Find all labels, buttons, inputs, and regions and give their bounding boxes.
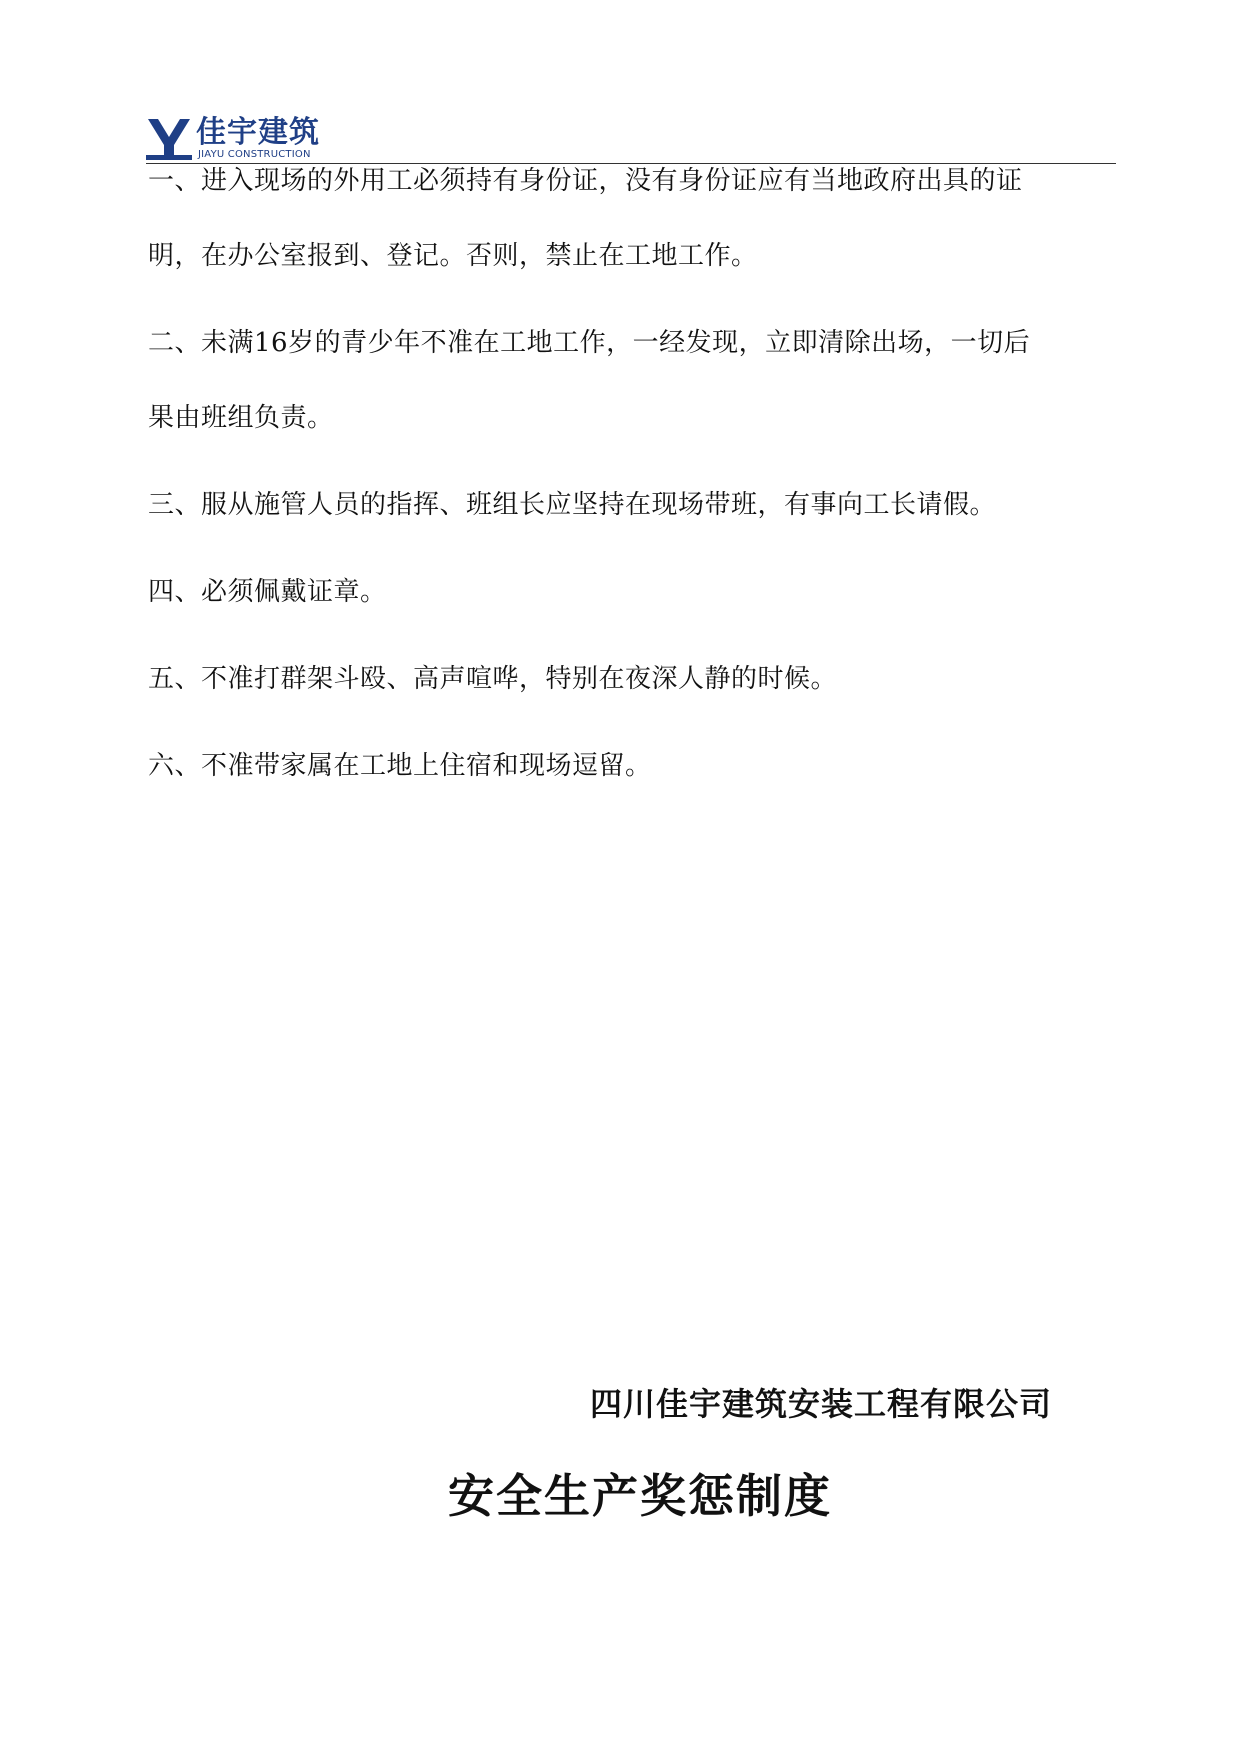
rule-item-4: 四、必须佩戴证章。 bbox=[148, 577, 387, 607]
rule-item-1 bbox=[148, 160, 1118, 278]
page-header bbox=[146, 117, 1116, 165]
logo-chinese-name: 佳宇建筑 bbox=[196, 115, 320, 150]
rule-1-line-2: 明，在办公室报到、登记。否则，禁止在工地工作。 bbox=[148, 241, 758, 271]
rule-item-2 bbox=[148, 322, 1118, 440]
rule-item-6: 六、不准带家属在工地上住宿和现场逗留。 bbox=[148, 751, 652, 781]
rule-item-3: 三、服从施管人员的指挥、班组长应坚持在现场带班，有事向工长请假。 bbox=[148, 490, 997, 520]
rule-2-line-2: 果由班组负责。 bbox=[148, 403, 334, 433]
company-signature: 四川佳宇建筑安装工程有限公司 bbox=[590, 1385, 1053, 1423]
rule-2-line-1: 二、未满16岁的青少年不准在工地工作，一经发现，立即清除出场，一切后 bbox=[148, 328, 1031, 358]
rules-list bbox=[148, 160, 1118, 788]
logo-english-name: JIAYU CONSTRUCTION bbox=[198, 149, 311, 160]
rule-item-5: 五、不准打群架斗殴、高声喧哗，特别在夜深人静的时候。 bbox=[148, 664, 838, 694]
jiayu-logo-icon bbox=[146, 117, 192, 161]
next-section-title: 安全生产奖惩制度 bbox=[448, 1469, 832, 1523]
rule-1-line-1: 一、进入现场的外用工必须持有身份证，没有身份证应有当地政府出具的证 bbox=[148, 166, 1023, 196]
